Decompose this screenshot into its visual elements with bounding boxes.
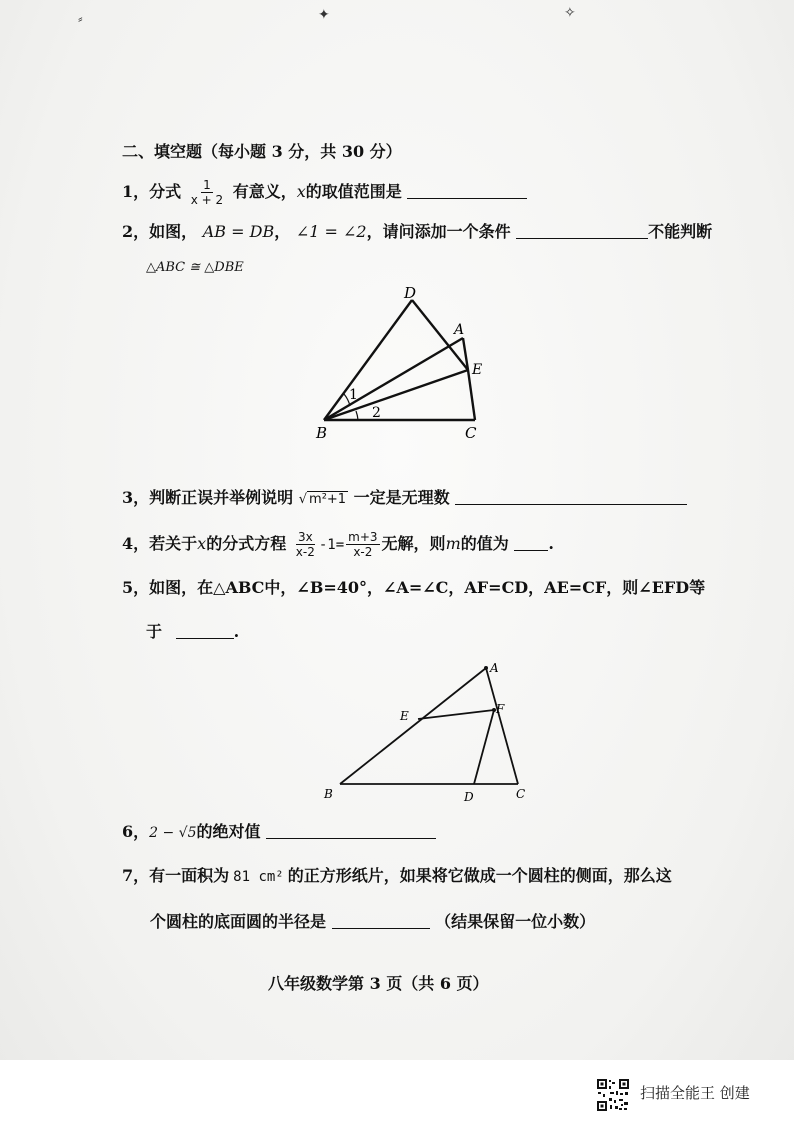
answer-blank-1[interactable] <box>407 180 527 199</box>
geometry-figure-1 <box>300 280 500 445</box>
answer-blank-6[interactable] <box>266 820 436 839</box>
answer-blank-2[interactable] <box>516 220 648 239</box>
answer-blank-7[interactable] <box>332 910 430 929</box>
fraction: $\frac{m+3}{x-2}$ <box>348 530 378 559</box>
label-c: C <box>516 787 526 801</box>
question-7: 7，有一面积为 81 cm² 的正方形纸片，如果将它做成一个圆柱的侧面，那么这 <box>122 866 672 885</box>
label-c: C <box>465 424 477 442</box>
label-d: D <box>404 284 417 302</box>
page-number-footer: 八年级数学第 3 页（共 6 页） <box>268 974 489 993</box>
answer-blank-3[interactable] <box>455 486 687 505</box>
question-5: 5，如图，在△ABC中，∠B=40°，∠A=∠C，AF=CD，AE=CF，则∠EFD等 <box>122 578 706 597</box>
label-f: F <box>496 702 505 716</box>
watermark-text: 扫描全能王 创建 <box>640 1084 750 1102</box>
answer-blank-5[interactable] <box>176 620 234 639</box>
label-e: E <box>472 362 483 378</box>
scan-speck: ✧ <box>564 5 576 21</box>
scan-speck: ⸗ <box>78 11 83 27</box>
label-b: B <box>324 787 333 801</box>
scan-speck: ✦ <box>318 7 330 23</box>
section-title: 二、填空题（每小题 3 分，共 30 分） <box>122 142 402 161</box>
question-2: 2，如图， AB = DB， ∠1 = ∠2，请问添加一个条件 不能判断 <box>122 222 713 241</box>
fraction: $\frac{1}{x + 2}$ <box>190 178 224 207</box>
angle-label-2: 2 <box>372 405 381 421</box>
label-b: B <box>316 424 328 442</box>
label-e: E <box>400 709 409 723</box>
question-7-line2: 个圆柱的底面圆的半径是 （结果保留一位小数） <box>150 912 596 931</box>
question-6: 6，2 − √5的绝对值 <box>122 820 436 845</box>
qr-code-icon <box>596 1078 630 1112</box>
question-4: 4，若关于x的分式方程 $\frac{3x}{x-2}$ -1= $\frac{m+3}{x-2}$ 无解，则m的值为 . <box>122 530 554 559</box>
label-a: A <box>490 661 499 675</box>
square-root: √ m²+1 <box>298 492 347 507</box>
label-d: D <box>464 790 474 804</box>
answer-blank-4[interactable] <box>514 532 548 551</box>
geometry-figure-2 <box>318 658 538 806</box>
question-5-line2: 于 . <box>146 622 240 641</box>
question-1: 1，分式 $\frac{1}{x + 2}$ 有意义，x的取值范围是 <box>122 178 527 207</box>
angle-label-1: 1 <box>349 387 358 403</box>
question-3: 3，判断正误并举例说明 √ m²+1 一定是无理数 <box>122 486 687 512</box>
question-2-line2: △ABC ≅ △DBE <box>146 260 244 275</box>
fraction: $\frac{3x}{x-2}$ <box>295 530 315 559</box>
label-a: A <box>454 322 465 338</box>
